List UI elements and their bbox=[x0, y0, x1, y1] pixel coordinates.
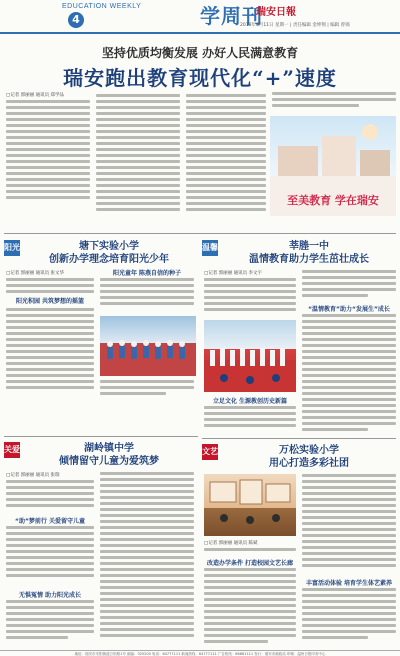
lead-byline: □记者 郭丽丽 通讯员 郑学品 bbox=[6, 93, 65, 98]
huling-column-1 bbox=[6, 472, 94, 514]
divider bbox=[202, 438, 396, 439]
lead-banner-image bbox=[270, 116, 396, 216]
wanguo-headline: 用心打造多彩社团 bbox=[269, 458, 349, 469]
tanggao-column-3 bbox=[100, 380, 194, 398]
section-label: EDUCATION WEEKLY bbox=[62, 3, 142, 10]
lead-kicker: 坚持优质均衡发展 办好人民满意教育 bbox=[101, 46, 299, 60]
tanggao-column-2 bbox=[100, 278, 194, 312]
issue-info: 2018年6月11日 星期一 | 责任编辑 金坤翔 | 编辑 曾锦 bbox=[240, 23, 350, 28]
section-tag-warmth: 温馨 bbox=[202, 240, 218, 256]
xinlong-headline: 温情教育助力学生茁壮成长 bbox=[249, 254, 369, 265]
lead-column-3 bbox=[186, 94, 266, 230]
students-parade-icon bbox=[100, 316, 196, 376]
section-title-wanguo bbox=[222, 444, 396, 470]
tanggao-column-1 bbox=[6, 270, 94, 394]
xinlong-photo bbox=[204, 320, 296, 392]
lead-headline: 瑞安跑出教育现代化“+”速度 bbox=[63, 66, 337, 90]
huling-column-3 bbox=[6, 600, 94, 646]
wanguo-subhead-2: 丰富活动体验 培育学生体艺素养 bbox=[305, 580, 393, 587]
banner-slogan: 至美教育 学在瑞安 bbox=[287, 194, 379, 207]
xinlong-column-2 bbox=[204, 406, 296, 434]
lead-column-2 bbox=[96, 94, 180, 230]
xinlong-subhead-1: 立足文化 生源教创历史新篇 bbox=[212, 398, 288, 405]
page-footer: 地址：瑞安市安阳街道万松路1号 邮编：325200 电话：64777111 新闻热线：64777111 广告热线：66881111 发行：瑞安市邮政局 印刷：温州日报印务中心 bbox=[0, 650, 400, 656]
art-club-icon bbox=[204, 474, 296, 536]
huling-byline: □记者 郭丽丽 通讯员 张瑞 bbox=[6, 473, 60, 478]
performance-stage-icon bbox=[204, 320, 296, 392]
tanggao-byline: □记者 郭丽丽 通讯员 张文华 bbox=[6, 271, 65, 276]
section-tag-arts: 文艺 bbox=[202, 444, 218, 460]
lead-column-1 bbox=[6, 92, 90, 230]
masthead bbox=[0, 0, 400, 34]
wanguo-column-2 bbox=[204, 568, 296, 646]
section-title-huling bbox=[24, 442, 194, 468]
section-tag-sunshine: 阳光 bbox=[4, 240, 20, 256]
wanguo-column-4 bbox=[302, 588, 396, 646]
wanguo-subhead-1: 改造办学条件 打造校园文艺长廊 bbox=[206, 560, 294, 567]
newspaper-logo: 瑞安日報 bbox=[256, 7, 296, 18]
huling-column-2 bbox=[6, 526, 94, 586]
lead-column-4 bbox=[272, 92, 396, 114]
xinlong-column-3 bbox=[302, 270, 396, 302]
wanguo-byline: □记者 郭丽丽 通讯员 陈斌 bbox=[204, 541, 258, 546]
divider bbox=[4, 233, 396, 234]
section-title-tanggao bbox=[24, 240, 194, 266]
page-number: 4 bbox=[68, 12, 84, 28]
tanggao-subhead-2: 阳光童年 陈燕自信的种子 bbox=[112, 270, 182, 277]
wanguo-school-name: 万松实验小学 bbox=[279, 445, 339, 456]
section-title-xinlong bbox=[222, 240, 396, 266]
tanggao-school-name: 塘下实验小学 bbox=[79, 241, 139, 252]
huling-headline: 倾情留守儿童为爱筑梦 bbox=[59, 456, 159, 467]
huling-subhead-2: 无惧冤情 助力阳光成长 bbox=[18, 592, 82, 599]
wanguo-photo bbox=[204, 474, 296, 536]
section-tag-care: 关爱 bbox=[4, 442, 20, 458]
huling-subhead-1: “助”梦前行 关爱留守儿童 bbox=[15, 518, 85, 525]
wanguo-column-3 bbox=[302, 474, 396, 574]
xinlong-school-name: 莘塍一中 bbox=[289, 241, 329, 252]
wanguo-column-1 bbox=[204, 540, 296, 556]
tanggao-subhead-1: 阳光积园 共筑梦想的摇篮 bbox=[6, 296, 94, 305]
huling-school-name: 湖岭镇中学 bbox=[84, 443, 134, 454]
tanggao-headline: 创新办学理念培育阳光少年 bbox=[49, 254, 169, 265]
tanggao-photo bbox=[100, 316, 196, 376]
divider bbox=[4, 436, 198, 437]
xinlong-subhead-2: “温情教育”助力“发展生”成长 bbox=[308, 306, 390, 313]
huling-column-4 bbox=[100, 472, 194, 646]
xinlong-byline: □记者 郭丽丽 通讯员 李文宇 bbox=[204, 271, 263, 276]
xinlong-column-1 bbox=[204, 270, 296, 320]
publication-brand: 学周刊 bbox=[200, 4, 263, 28]
xinlong-column-4 bbox=[302, 314, 396, 434]
